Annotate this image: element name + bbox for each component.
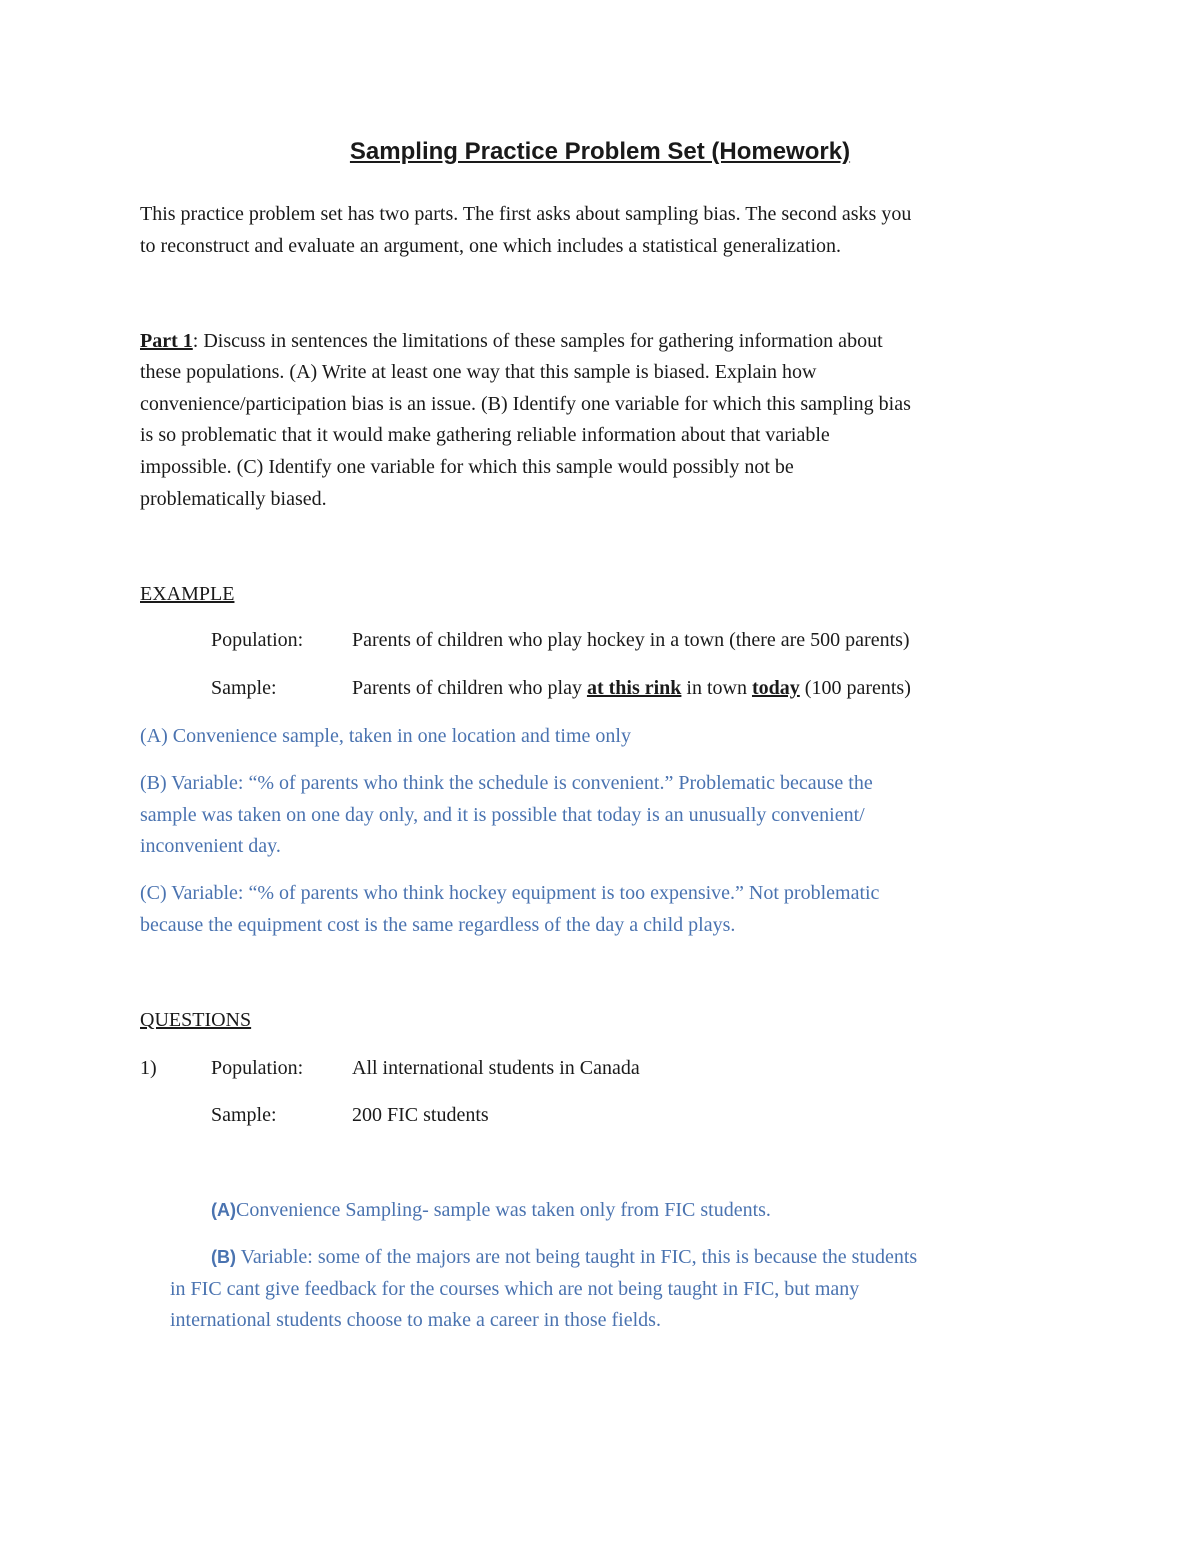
question-1-sample-value: 200 FIC students [352, 1104, 489, 1126]
example-sample-emphasis-2: today [751, 677, 800, 699]
example-sample-text-2: in town [681, 677, 752, 699]
question-1-answer-a [211, 1195, 771, 1226]
question-1-population-label: Population: [211, 1057, 304, 1079]
question-1-population-value: All international students in Canada [352, 1057, 640, 1079]
example-heading: EXAMPLE [140, 583, 235, 605]
example-answer-a: (A) Convenience sample, taken in one location and time only [140, 725, 631, 747]
example-answer-c-line-2: because the equipment cost is the same regardless of the day a child plays. [140, 914, 736, 936]
example-population-value: Parents of children who play hockey in a town (there are 500 parents) [352, 629, 910, 651]
part1-line-4: is so problematic that it would make gathering reliable information about that variable [140, 424, 830, 446]
question-1-answer-b-line-3: international students choose to make a career in those fields. [170, 1309, 661, 1331]
questions-heading: QUESTIONS [140, 1009, 252, 1031]
intro-line-1: This practice problem set has two parts. The first asks about sampling bias. The second asks you [140, 203, 912, 225]
question-1-answer-b-text: Variable: some of the majors are not being taught in FIC, this is because the students [236, 1246, 918, 1268]
example-sample-value [352, 673, 911, 704]
example-answer-c-line-1: (C) Variable: “% of parents who think hockey equipment is too expensive.” Not problematic [140, 882, 880, 904]
example-answer-b-line-1: (B) Variable: “% of parents who think the schedule is convenient.” Problematic because the [140, 772, 873, 794]
question-1-sample-label: Sample: [211, 1104, 277, 1126]
part1-line-3: convenience/participation bias is an issue. (B) Identify one variable for which this sampling bias [140, 393, 911, 415]
example-population-label: Population: [211, 629, 304, 651]
example-answer-b-line-3: inconvenient day. [140, 835, 281, 857]
part1-line-1-text: : Discuss in sentences the limitations of these samples for gathering information about [192, 330, 883, 352]
question-1-answer-a-text: Convenience Sampling- sample was taken only from FIC students. [236, 1199, 771, 1221]
example-sample-label: Sample: [211, 677, 277, 699]
example-sample-text-1: Parents of children who play [352, 677, 587, 699]
example-sample-emphasis-1: at this rink [586, 677, 682, 699]
part1-line-6: problematically biased. [140, 488, 327, 510]
part1-line-1 [140, 326, 883, 357]
intro-line-2: to reconstruct and evaluate an argument, one which includes a statistical generalization. [140, 235, 842, 257]
question-1-answer-b-line-1 [211, 1242, 917, 1273]
question-1-number: 1) [140, 1057, 157, 1079]
question-1-answer-b-label: (B) [211, 1247, 236, 1267]
example-answer-b-line-2: sample was taken on one day only, and it is possible that today is an unusually convenient/ [140, 804, 865, 826]
question-1-answer-a-label: (A) [211, 1200, 236, 1220]
part1-label: Part 1 [140, 330, 193, 352]
part1-line-2: these populations. (A) Write at least one way that this sample is biased. Explain how [140, 361, 817, 383]
question-1-answer-b-line-2: in FIC cant give feedback for the courses which are not being taught in FIC, but many [170, 1278, 860, 1300]
example-sample-text-3: (100 parents) [799, 677, 911, 699]
part1-line-5: impossible. (C) Identify one variable for which this sample would possibly not be [140, 456, 794, 478]
page-title: Sampling Practice Problem Set (Homework) [349, 138, 851, 165]
